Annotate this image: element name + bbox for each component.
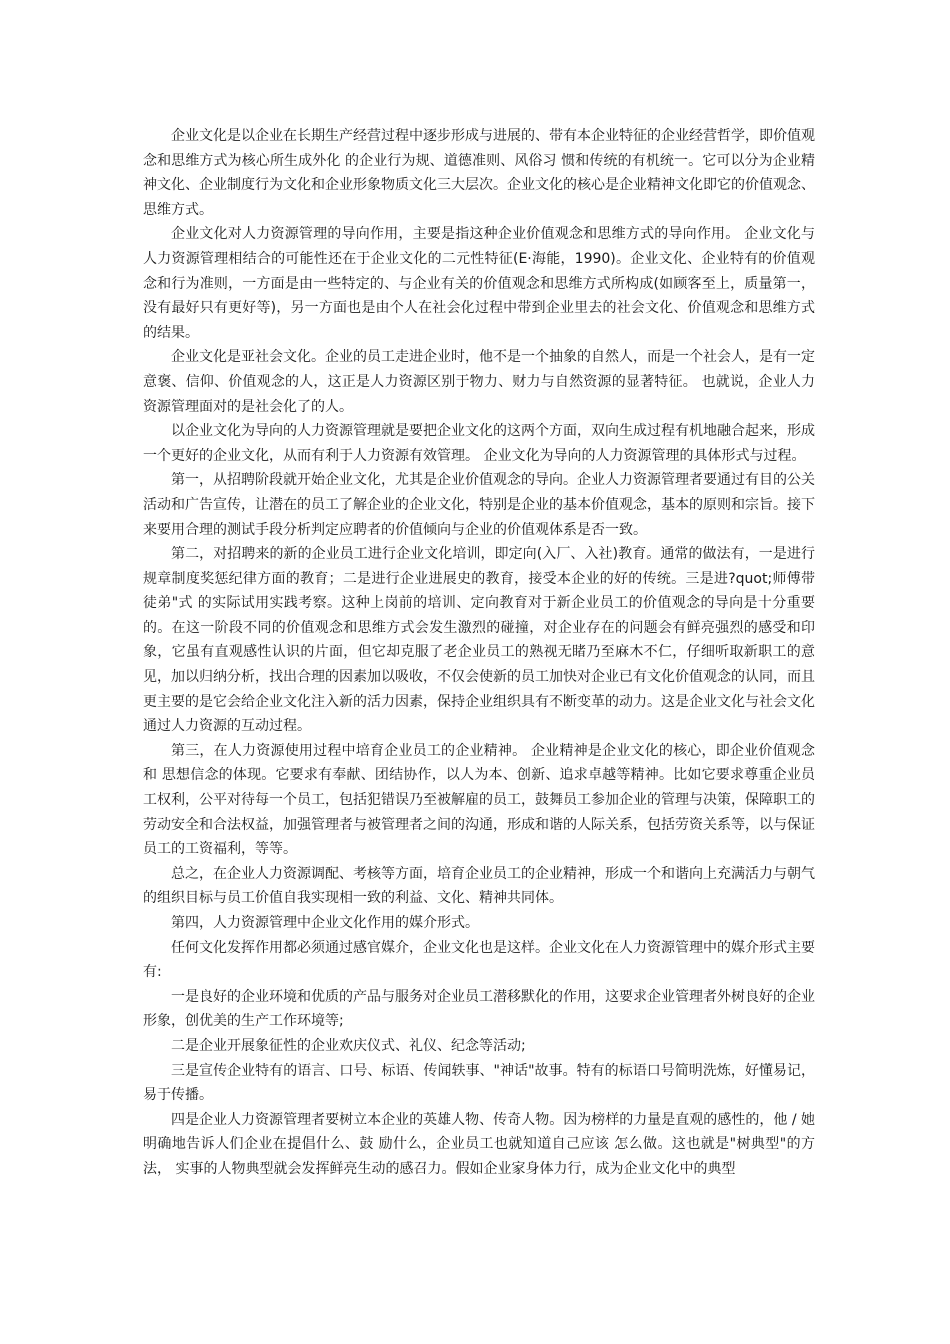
paragraph: 第二，对招聘来的新的企业员工进行企业文化培训，即定向(入厂、入社)教育。通常的做法有，一是进行规章制度奖惩纪律方面的教育；二是进行企业进展史的教育，接受本企业的好的传统。三是进?quot;师傅带徒弟"式 的实际试用实践考察。这种上岗前的培训、定向教育对于新企业员工的价值观念的导向是十分重要的。在这一阶段不同的价值观念和思维方式会发生激烈的碰撞，对企业存在的问题会有鲜亮强烈的感受和印象，它虽有直观感性认识的片面，但它却克服了老企业员工的熟视无睹乃至麻木不仁，仔细听取新职工的意见，加以归纳分析，找出合理的因素加以吸收，不仅会使新的员工加快对企业已有文化价值观念的认同，而且更主要的是它会给企业文化注入新的活力因素，保持企业组织具有不断变革的动力。这是企业文化与社会文化通过人力资源的互动过程。 xyxy=(143,546,815,735)
paragraph: 二是企业开展象征性的企业欢庆仪式、礼仪、纪念等活动; xyxy=(171,1037,526,1054)
paragraph: 企业文化是以企业在长期生产经营过程中逐步形成与进展的、带有本企业特征的企业经营哲学，即价值观念和思维方式为核心所生成外化 的企业行为规、道德准则、风俗习 惯和传统的有机统一。它可以分为企业精神文化、企业制度行为文化和企业形象物质文化三大层次。企业文化的核心是企业精神文化即它的价值观念、思维方式。 xyxy=(143,128,815,218)
paragraph: 任何文化发挥作用都必须通过感官媒介，企业文化也是这样。企业文化在人力资源管理中的媒介形式主要有: xyxy=(143,939,815,981)
paragraph: 第三，在人力资源使用过程中培育企业员工的企业精神。 企业精神是企业文化的核心，即企业价值观念和 思想信念的体现。它要求有奉献、团结协作，以人为本、创新、追求卓越等精神。比如它要求尊重企业员工权利，公平对待每一个员工，包括犯错误乃至被解雇的员工，鼓舞员工参加企业的管理与决策，保障职工的劳动安全和合法权益，加强管理者与被管理者之间的沟通，形成和谐的人际关系，包括劳资关系等，以与保证员工的工资福利，等等。 xyxy=(143,742,815,858)
paragraph: 第一，从招聘阶段就开始企业文化，尤其是企业价值观念的导向。企业人力资源管理者要通过有目的公关活动和广告宣传，让潜在的员工了解企业的企业文化，特别是企业的基本价值观念，基本的原则和宗旨。接下来要用合理的测试手段分析判定应聘者的价值倾向与企业的价值观体系是否一致。 xyxy=(143,472,815,538)
paragraph: 第四，人力资源管理中企业文化作用的媒介形式。 xyxy=(171,915,479,931)
paragraph: 以企业文化为导向的人力资源管理就是要把企业文化的这两个方面，双向生成过程有机地融合起来，形成一个更好的企业文化，从而有利于人力资源有效管理。 企业文化为导向的人力资源管理的具体形式与过程。 xyxy=(143,423,815,464)
paragraph: 四是企业人力资源管理者要树立本企业的英雄人物、传奇人物。因为榜样的力量是直观的感性的，他 / 她 明确地告诉人们企业在提倡什么、鼓 励什么，企业员工也就知道自己应该 怎么做。这也就是"树典型"的方法， 实事的人物典型就会发挥鲜亮生动的感召力。假如企业家身体力行，成为企业文化中的典型 xyxy=(143,1111,815,1177)
paragraph: 总之，在企业人力资源调配、考核等方面，培育企业员工的企业精神，形成一个和谐向上充满活力与朝气的组织目标与员工价值自我实现相一致的利益、文化、精神共同体。 xyxy=(143,865,815,907)
paragraph: 企业文化是亚社会文化。企业的员工走进企业时，他不是一个抽象的自然人，而是一个社会人，是有一定意褒、信仰、价值观念的人，这正是人力资源区别于物力、财力与自然资源的显著特征。 也就说，企业人力资源管理面对的是社会化了的人。 xyxy=(143,349,815,415)
document-body xyxy=(143,124,815,1182)
paragraph: 三是宣传企业特有的语言、口号、标语、传闻轶事、"神话"故事。特有的标语口号简明洗炼，好懂易记，易于传播。 xyxy=(143,1062,815,1104)
paragraph: 一是良好的企业环境和优质的产品与服务对企业员工潜移默化的作用，这要求企业管理者外树良好的企业形象，创优美的生产工作环境等; xyxy=(143,988,815,1030)
paragraph: 企业文化对人力资源管理的导向作用，主要是指这种企业价值观念和思维方式的导向作用。 企业文化与人力资源管理相结合的可能性还在于企业文化的二元性特征(E·海能，1990)。企业文化、企业特有的价值观念和行为准则，一方面是由一些特定的、与企业有关的价值观念和思维方式所构成(如顾客至上，质量第一，没有最好只有更好等)，另一方面也是由个人在社会化过程中带到企业里去的社会文化、价值观念和思维方式的结果。 xyxy=(143,226,815,341)
